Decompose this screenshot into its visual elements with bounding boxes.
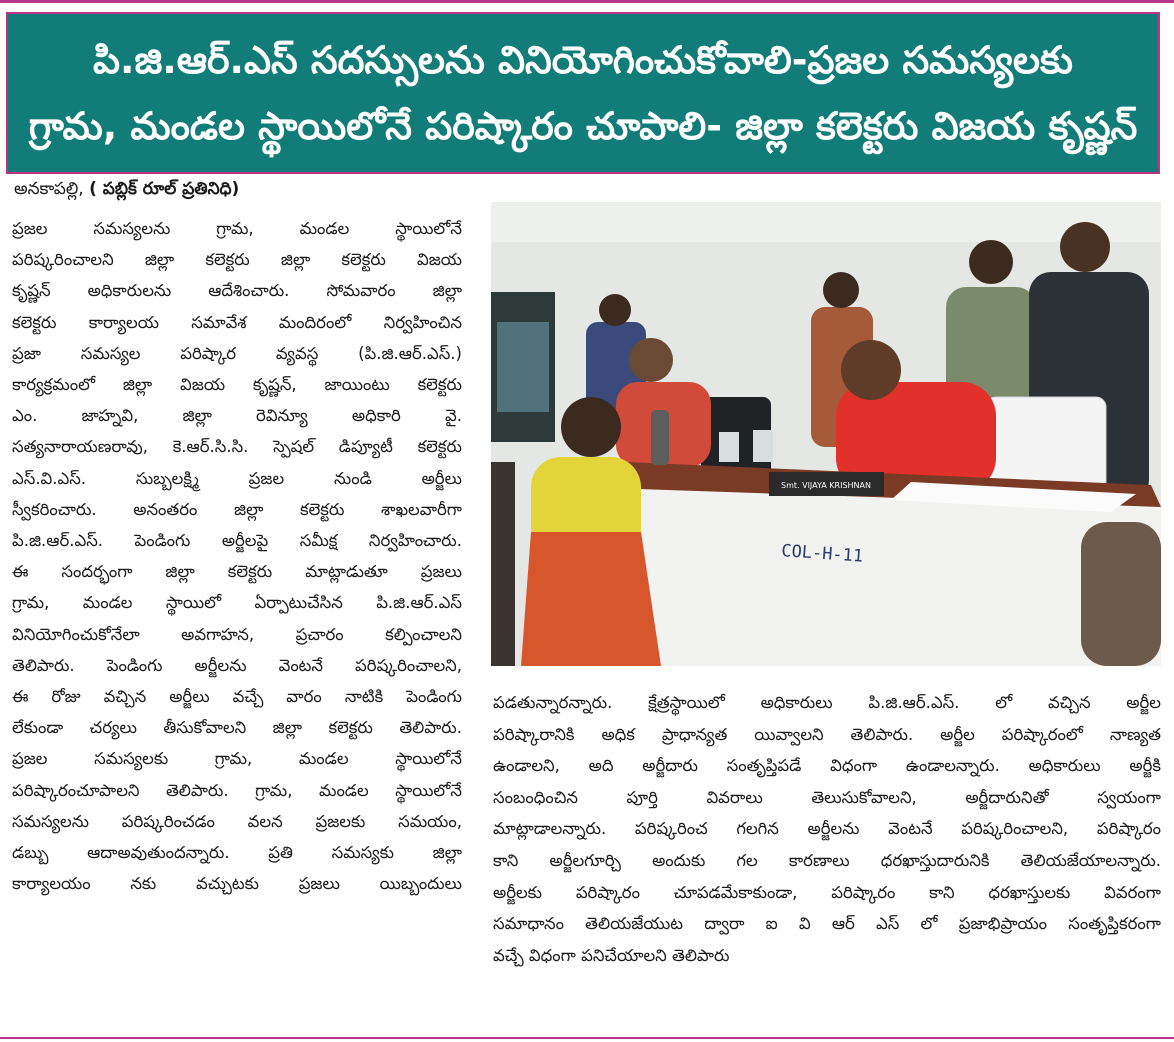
right-line: మాట్లాడాలన్నారు. పరిష్కరించ గలగిన అర్జీలను వెంటనే పరిష్కరించాలని, పరిష్కారం [493, 819, 1161, 839]
photo-man-head [969, 240, 1013, 284]
right-line: ఉండాలని, అది అర్జీదారు సంతృప్తిపడే విధంగా ఉండాలన్నారు. అధికారులు అర్జీకి [493, 756, 1161, 776]
right-line: పరిష్కారానికి అధిక ప్రాధాన్యత యివ్వాలని తెలిపారు. అర్జీల పరిష్కారంలో నాణ్యత [493, 724, 1161, 744]
right-line: సమాధానం తెలియజేయుట ద్వారా ఐ వి ఆర్ ఎస్ లో ప్రజాభిప్రాయం సంతృప్తికరంగా [493, 914, 1161, 934]
photo-glass-1 [719, 432, 739, 462]
left-line: గ్రామ, మండల స్థాయిలో ఏర్పాటుచేసిన పి.జి.ఆర్.ఎస్ [12, 593, 462, 613]
left-line: పి.జి.ఆర్.ఎస్. పెండింగు అర్జీలపై సమీక్ష నిర్వహించారు. [12, 531, 462, 551]
left-line: కార్యాలయం నకు వచ్చుటకు ప్రజలు యిబ్బందులు [12, 874, 462, 894]
photo-official-1-head [629, 338, 673, 382]
left-line: ప్రజల సమస్యలను గ్రామ, మండల స్థాయిలోనే [12, 219, 462, 238]
photo-illustration [491, 202, 1161, 666]
photo-man-head-3 [823, 272, 859, 308]
photo-person-left [491, 462, 515, 666]
left-line: లేకుండా చర్యలు తీసుకోవాలని జిల్లా కలెక్టరు తెలిపారు. [12, 718, 462, 738]
photo-ceiling [491, 202, 1161, 242]
right-line: అర్జీలకు పరిష్కారం చూపడమేకాకుండా, పరిష్కారం కాని ధరఖాస్తులకు వివరంగా [493, 882, 1161, 902]
headline-line-2: గ్రామ, మండల స్థాయిలోనే పరిష్కారం చూపాలి- జిల్లా కలెక్టరు విజయ కృష్ణన్ [28, 104, 1138, 148]
left-line: తెలిపారు. పెండింగు అర్జీలను వెంటనే పరిష్కరించాలని, [12, 655, 462, 675]
bottom-rule [0, 1037, 1174, 1039]
left-line: ఈ రోజు వచ్చిన అర్జీలు వచ్చే వారం నాటికి పెండింగు [12, 687, 462, 707]
headline-line-1: పి.జి.ఆర్.ఎస్ సదస్సులను వినియోగించుకోవాలి-ప్రజల సమస్యలకు [93, 38, 1073, 82]
left-line: ఎస్.వి.ఎస్. సుబ్బలక్ష్మి ప్రజల నుండి అర్జీలు [12, 468, 462, 488]
right-line: పడతున్నారన్నారు. క్షేత్రస్థాయిలో అధికారులు పి.జి.ఆర్.ఎస్. లో వచ్చిన అర్జీల [493, 693, 1161, 712]
dateline-place: అనకాపల్లి, [14, 179, 84, 199]
left-line: సమస్యలను పరిష్కరించడం వలన ప్రజలకు సమయం, [12, 811, 462, 831]
left-line: ప్రజా సమస్యల పరిష్కార వ్యవస్థ (పి.జి.ఆర్.ఎస్.) [12, 343, 462, 363]
headline-banner [6, 12, 1160, 174]
photo-screen-glow [497, 322, 549, 412]
right-column [493, 687, 1161, 971]
photo-chair-white [986, 397, 1106, 492]
left-line: పరిష్కరించాలని జిల్లా కలెక్టరు జిల్లా కలెక్టరు విజయ [12, 250, 462, 270]
photo-person-right [1081, 522, 1161, 666]
right-line: వచ్చే విధంగా పనిచేయాలని తెలిపారు [493, 945, 730, 965]
left-line: పరిష్కారంచూపాలని తెలిపారు. గ్రామ, మండల స్థాయిలోనే [12, 780, 462, 800]
photo-collector-head [841, 340, 901, 400]
photo-woman-saree [521, 532, 661, 666]
left-line: ఎం. జాహ్నవి, జిల్లా రెవిన్యూ అధికారి వై. [12, 406, 462, 426]
photo-woman-head [561, 397, 621, 457]
photo-desk [581, 487, 1161, 666]
news-photo [491, 202, 1161, 666]
left-line: సత్యనారాయణరావు, కె.ఆర్.సి.సి. స్పెషల్ డిప్యూటీ కలెక్టరు [12, 437, 462, 457]
photo-man-head-4 [599, 294, 631, 326]
photo-nameplate-text: Smt. VIJAYA KRISHNAN [781, 481, 871, 490]
dateline-source: ( పబ్లిక్ రూల్ ప్రతినిధి) [89, 179, 240, 199]
left-line: కృష్ణన్ అధికారులను ఆదేశించారు. సోమవారం జిల్లా [12, 281, 462, 301]
left-line: కలెక్టరు కార్యాలయ సమావేశ మందిరంలో నిర్వహించిన [12, 312, 462, 332]
right-line: సంబంధించిన పూర్తి వివరాలు తెలుసుకోవాలని, అర్జీదారునితో స్వయంగా [493, 787, 1161, 807]
left-line: వినియోగించుకోనేలా అవగాహన, ప్రచారం కల్పించాలని [12, 624, 462, 644]
photo-desk-label: COL-H-11 [780, 541, 864, 567]
dateline [14, 177, 239, 201]
left-column [12, 213, 462, 899]
photo-bottle [651, 410, 669, 465]
left-line: డబ్బు ఆదాఅవుతుందన్నారు. ప్రతి సమస్యకు జిల్లా [12, 843, 462, 863]
left-line: స్వీకరించారు. అనంతరం జిల్లా కలెక్టరు శాఖలవారీగా [12, 499, 462, 519]
photo-glass-2 [753, 430, 773, 462]
left-line: కార్యక్రమంలో జిల్లా విజయ కృష్ణన్, జాయింటు కలెక్టరు [12, 375, 462, 395]
photo-man-head-2 [1060, 222, 1110, 272]
left-line: ఈ సందర్భంగా జిల్లా కలెక్టరు మాట్లాడుతూ ప్రజలు [12, 562, 462, 582]
right-line: కాని అర్జీలగూర్చి అందుకు గల కారణాలు ధరఖాస్తుదారునికి తెలియజేయాలన్నారు. [493, 850, 1161, 870]
top-rule [0, 0, 1174, 3]
left-line: ప్రజల సమస్యలకు గ్రామ, మండల స్థాయిలోనే [12, 749, 462, 769]
